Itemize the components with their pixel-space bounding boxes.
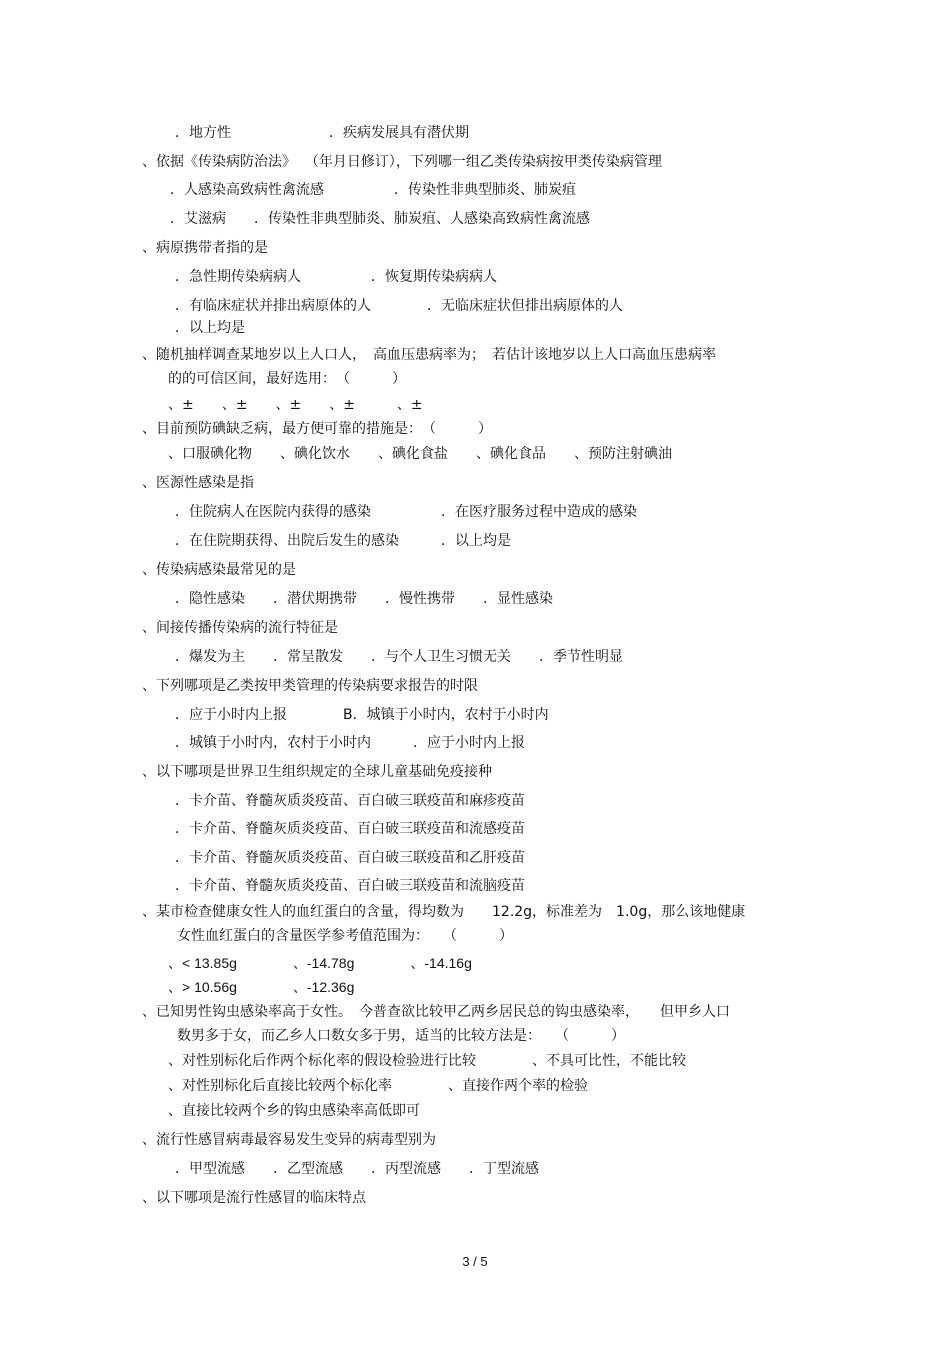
option-line: ．城镇于小时内，农村于小时内 ．应于小时内上报 [175, 735, 525, 751]
option-line: ．急性期传染病病人 ．恢复期传染病病人 [175, 269, 497, 285]
question-line: 、传染病感染最常见的是 [142, 562, 296, 578]
question-line: 、病原携带者指的是 [142, 240, 268, 256]
question-line: 、已知男性钩虫感染率高于女性。 今普查欲比较甲乙两乡居民总的钩虫感染率， 但甲乡人口 [142, 1004, 730, 1020]
option-line: 、± 、± 、± 、± 、± [168, 397, 423, 413]
option-line: ．甲型流感 ．乙型流感 ．丙型流感 ．丁型流感 [175, 1161, 539, 1177]
option-line: ．人感染高致病性禽流感 ．传染性非典型肺炎、肺炭疽 [170, 182, 576, 198]
option-line: 、> 10.56g 、-12.36g [168, 979, 355, 995]
option-line: ．艾滋病 ．传染性非典型肺炎、肺炭疽、人感染高致病性禽流感 [170, 211, 590, 227]
question-line: 、间接传播传染病的流行特征是 [142, 620, 338, 636]
question-line: 数男多于女，而乙乡人口数女多于男，适当的比较方法是： （ ） [177, 1028, 625, 1044]
option-line: ．应于小时内上报 B．城镇于小时内，农村于小时内 [175, 707, 549, 723]
option-line: ．卡介苗、脊髓灰质炎疫苗、百白破三联疫苗和麻疹疫苗 [175, 793, 525, 809]
question-line: 、目前预防碘缺乏病，最方便可靠的措施是： （ ） [142, 421, 492, 437]
option-line: ．卡介苗、脊髓灰质炎疫苗、百白破三联疫苗和流脑疫苗 [175, 878, 525, 894]
option-line: 、< 13.85g 、-14.78g 、-14.16g [168, 955, 472, 971]
question-line: 、某市检查健康女性人的血红蛋白的含量，得均数为 12.2g，标准差为 1.0g，那么该地健康 [142, 904, 746, 920]
question-line: 、医源性感染是指 [142, 475, 254, 491]
option-line: ．爆发为主 ．常呈散发 ．与个人卫生习惯无关 ．季节性明显 [175, 649, 623, 665]
question-line: 、以下哪项是世界卫生组织规定的全球儿童基础免疫接种 [142, 764, 492, 780]
option-line: ．住院病人在医院内获得的感染 ．在医疗服务过程中造成的感染 [175, 504, 637, 520]
option-line: ．有临床症状并排出病原体的人 ．无临床症状但排出病原体的人 [175, 298, 623, 314]
option-line: ．以上均是 [175, 320, 245, 336]
option-line: 、口服碘化物 、碘化饮水 、碘化食盐 、碘化食品 、预防注射碘油 [168, 446, 672, 462]
question-line: 、随机抽样调查某地岁以上人口人， 高血压患病率为； 若估计该地岁以上人口高血压患病率 [142, 347, 716, 363]
page-number: 3 / 5 [462, 1254, 488, 1269]
question-line: 女性血红蛋白的含量医学参考值范围为： （ ） [177, 928, 513, 944]
option-line: ．在住院期获得、出院后发生的感染 ．以上均是 [175, 533, 511, 549]
option-line: 、对性别标化后直接比较两个标化率 、直接作两个率的检验 [168, 1078, 588, 1094]
option-line: ．隐性感染 ．潜伏期携带 ．慢性携带 ．显性感染 [175, 591, 553, 607]
question-line: 、下列哪项是乙类按甲类管理的传染病要求报告的时限 [142, 678, 478, 694]
option-line: 、直接比较两个乡的钩虫感染率高低即可 [168, 1103, 420, 1119]
option-line: ．卡介苗、脊髓灰质炎疫苗、百白破三联疫苗和乙肝疫苗 [175, 850, 525, 866]
question-line: 、依据《传染病防治法》 （年月日修订），下列哪一组乙类传染病按甲类传染病管理 [142, 154, 662, 170]
option-line: ．卡介苗、脊髓灰质炎疫苗、百白破三联疫苗和流感疫苗 [175, 821, 525, 837]
option-line: 、对性别标化后作两个标化率的假设检验进行比较 、不具可比性，不能比较 [168, 1053, 686, 1069]
option-line: ．地方性 ．疾病发展具有潜伏期 [175, 125, 469, 141]
question-line: 的的可信区间，最好选用： （ ） [168, 371, 406, 387]
question-line: 、流行性感冒病毒最容易发生变异的病毒型别为 [142, 1132, 436, 1148]
question-line: 、以下哪项是流行性感冒的临床特点 [142, 1190, 366, 1206]
